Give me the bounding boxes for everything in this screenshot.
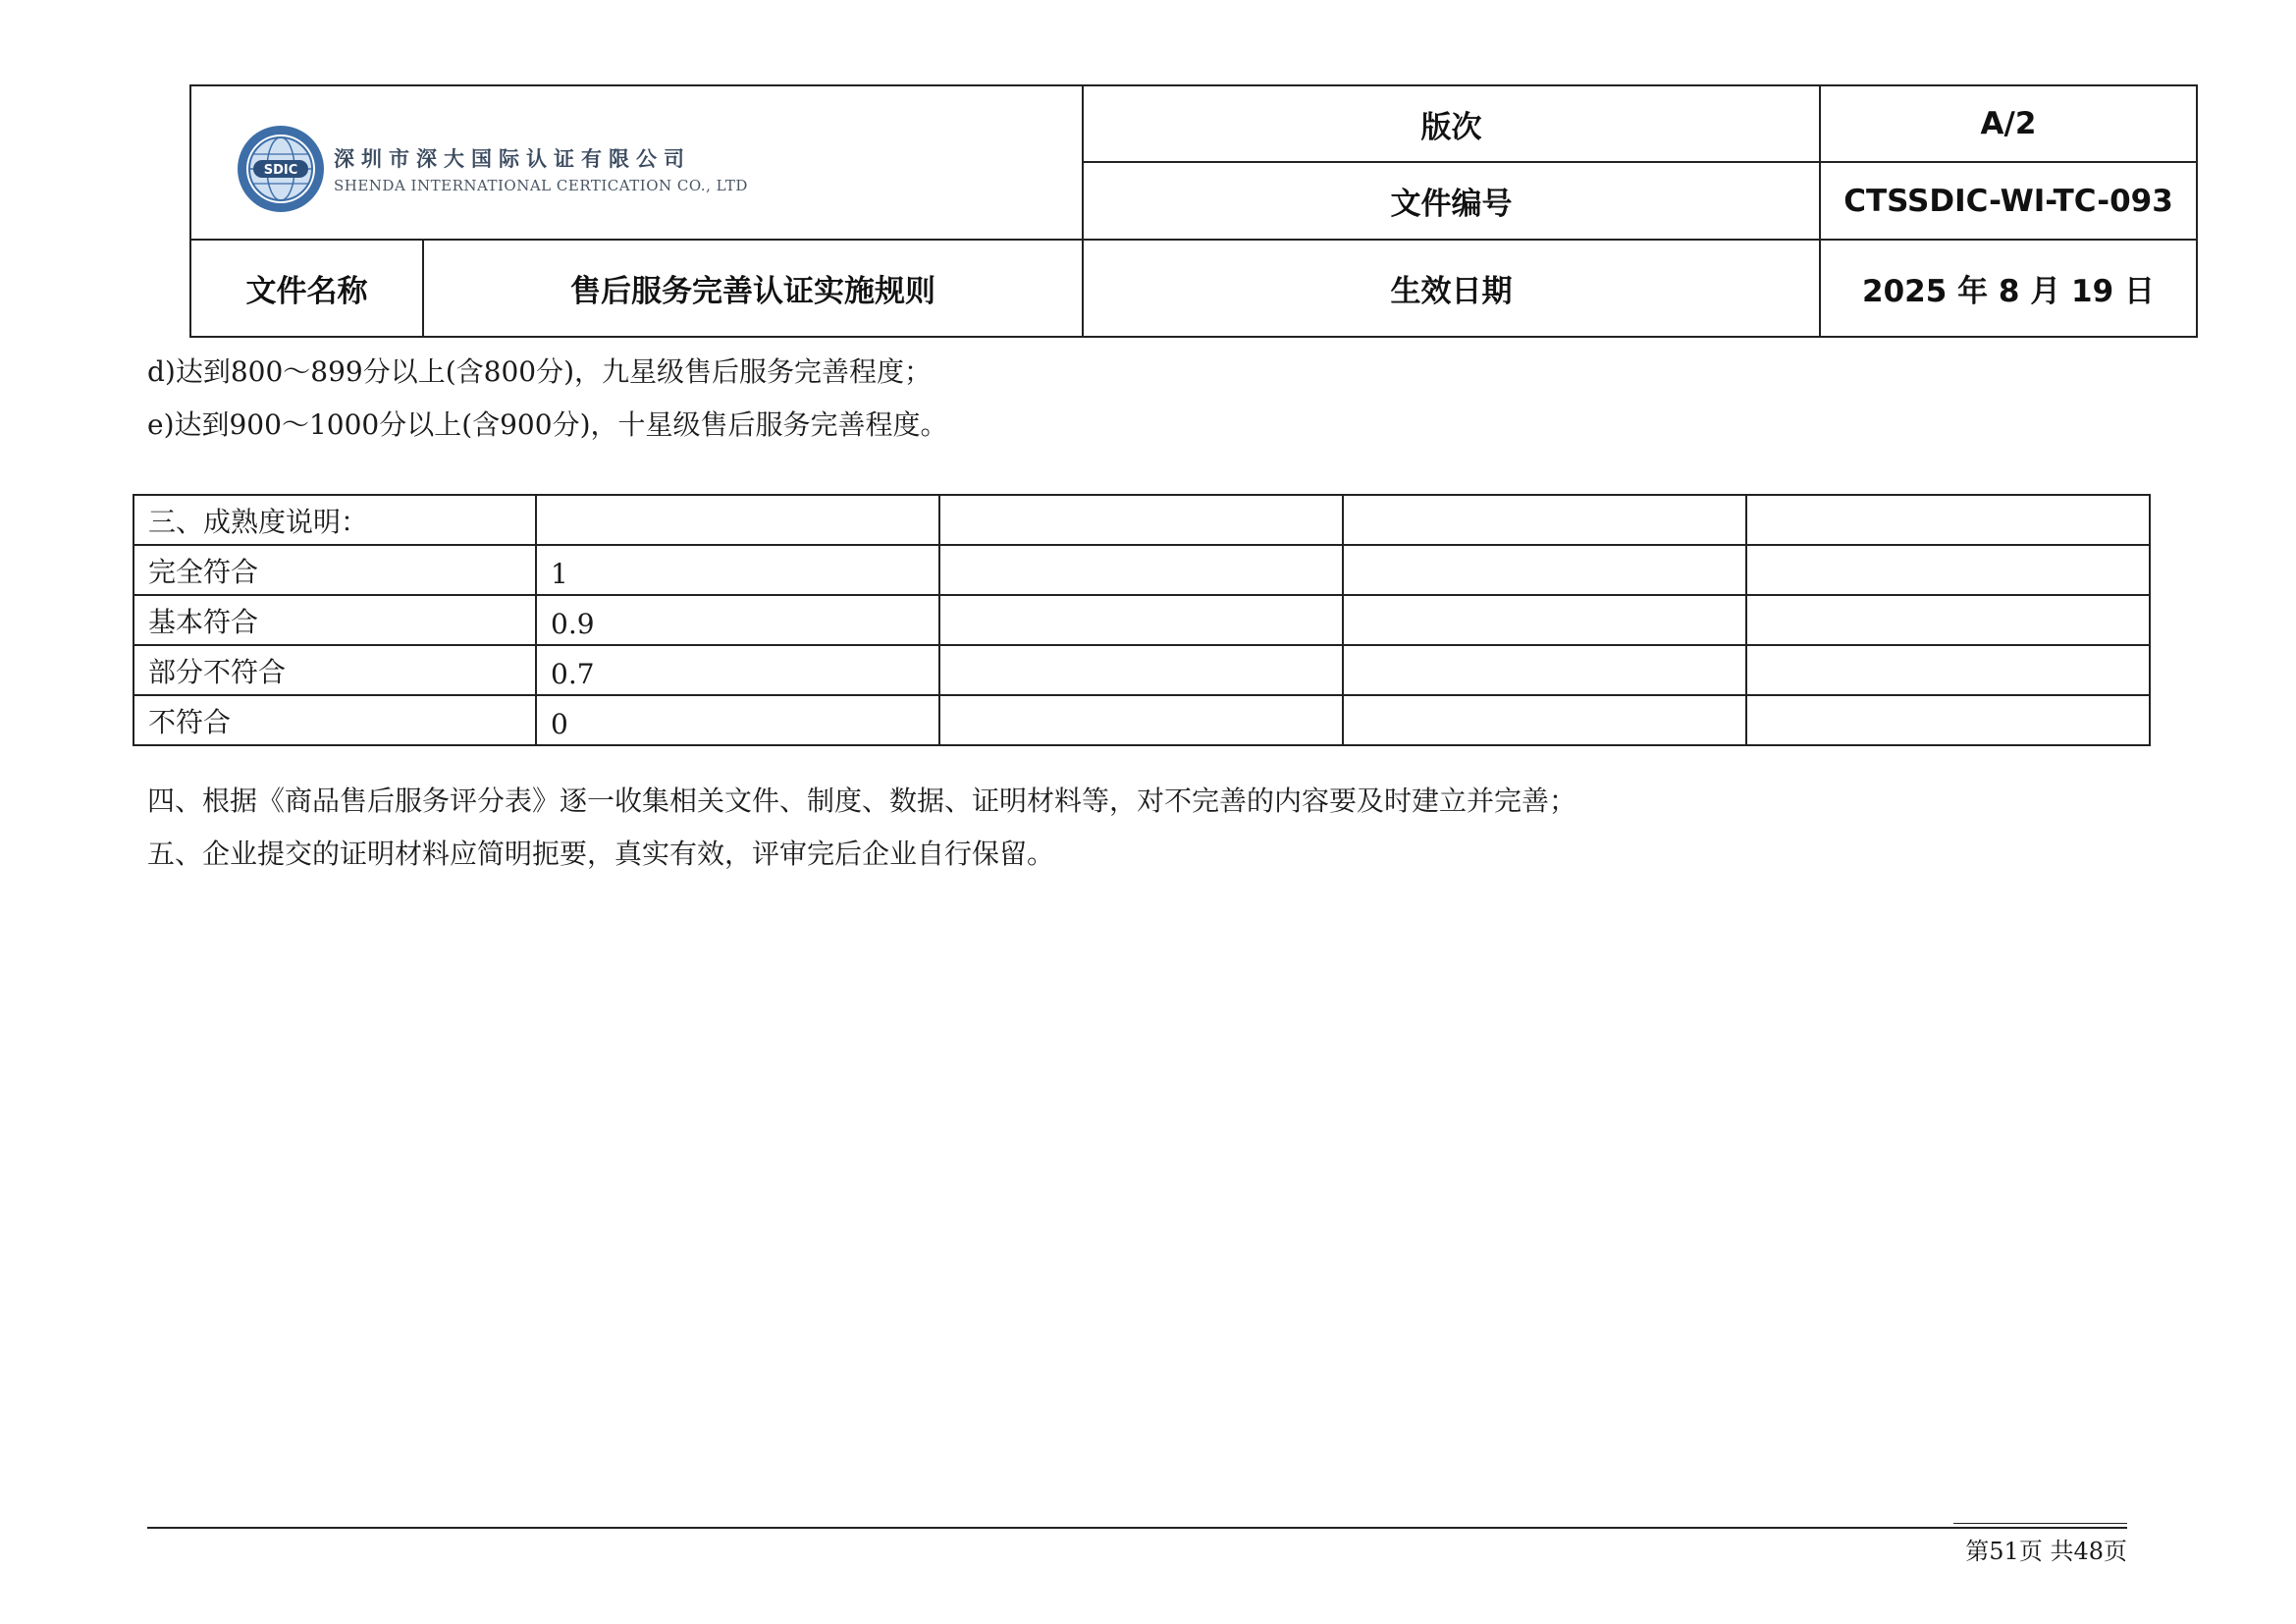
company-logo	[236, 124, 748, 214]
effective-date-label: 生效日期	[1083, 240, 1820, 337]
maturity-value: 0.9	[536, 595, 939, 645]
maturity-label: 部分不符合	[133, 645, 536, 695]
doc-name-label: 文件名称	[190, 240, 423, 337]
maturity-label: 不符合	[133, 695, 536, 745]
rating-line-e: e)达到900～1000分以上(含900分)，十星级售后服务完善程度。	[147, 408, 948, 441]
table-row	[133, 495, 2150, 545]
instruction-item-4: 四、根据《商品售后服务评分表》逐一收集相关文件、制度、数据、证明材料等，对不完善的内容要及时建立并完善；	[147, 785, 1577, 817]
effective-date-value: 2025 年 8 月 19 日	[1820, 240, 2197, 337]
doc-name-value: 售后服务完善认证实施规则	[423, 240, 1083, 337]
company-seal-icon	[236, 124, 326, 214]
rating-line-d: d)达到800～899分以上(含800分)，九星级售后服务完善程度；	[147, 355, 933, 388]
company-name-cn: 深圳市深大国际认证有限公司	[334, 147, 691, 171]
version-label: 版次	[1083, 85, 1820, 162]
company-name-en: SHENDA INTERNATIONAL CERTICATION CO., LTD	[334, 177, 748, 194]
maturity-value: 0.7	[536, 645, 939, 695]
maturity-table	[133, 494, 2151, 746]
maturity-value: 1	[536, 545, 939, 595]
version-value: A/2	[1820, 85, 2197, 162]
maturity-label: 完全符合	[133, 545, 536, 595]
table-row	[133, 695, 2150, 745]
document-header-table	[189, 84, 2198, 338]
maturity-label: 基本符合	[133, 595, 536, 645]
maturity-value: 0	[536, 695, 939, 745]
table-row	[133, 595, 2150, 645]
logo-mark-text: SDIC	[263, 163, 298, 178]
instruction-item-5: 五、企业提交的证明材料应简明扼要，真实有效，评审完后企业自行保留。	[147, 838, 1055, 870]
footer-divider-short	[1953, 1523, 2127, 1524]
table-row	[133, 545, 2150, 595]
company-logo-cell	[190, 85, 1083, 240]
doc-no-label: 文件编号	[1083, 162, 1820, 240]
footer-divider	[147, 1527, 2127, 1529]
page-number: 第51页 共48页	[1965, 1538, 2127, 1565]
maturity-title: 三、成熟度说明：	[133, 495, 536, 545]
doc-no-value: CTSSDIC-WI-TC-093	[1820, 162, 2197, 240]
table-row	[133, 645, 2150, 695]
